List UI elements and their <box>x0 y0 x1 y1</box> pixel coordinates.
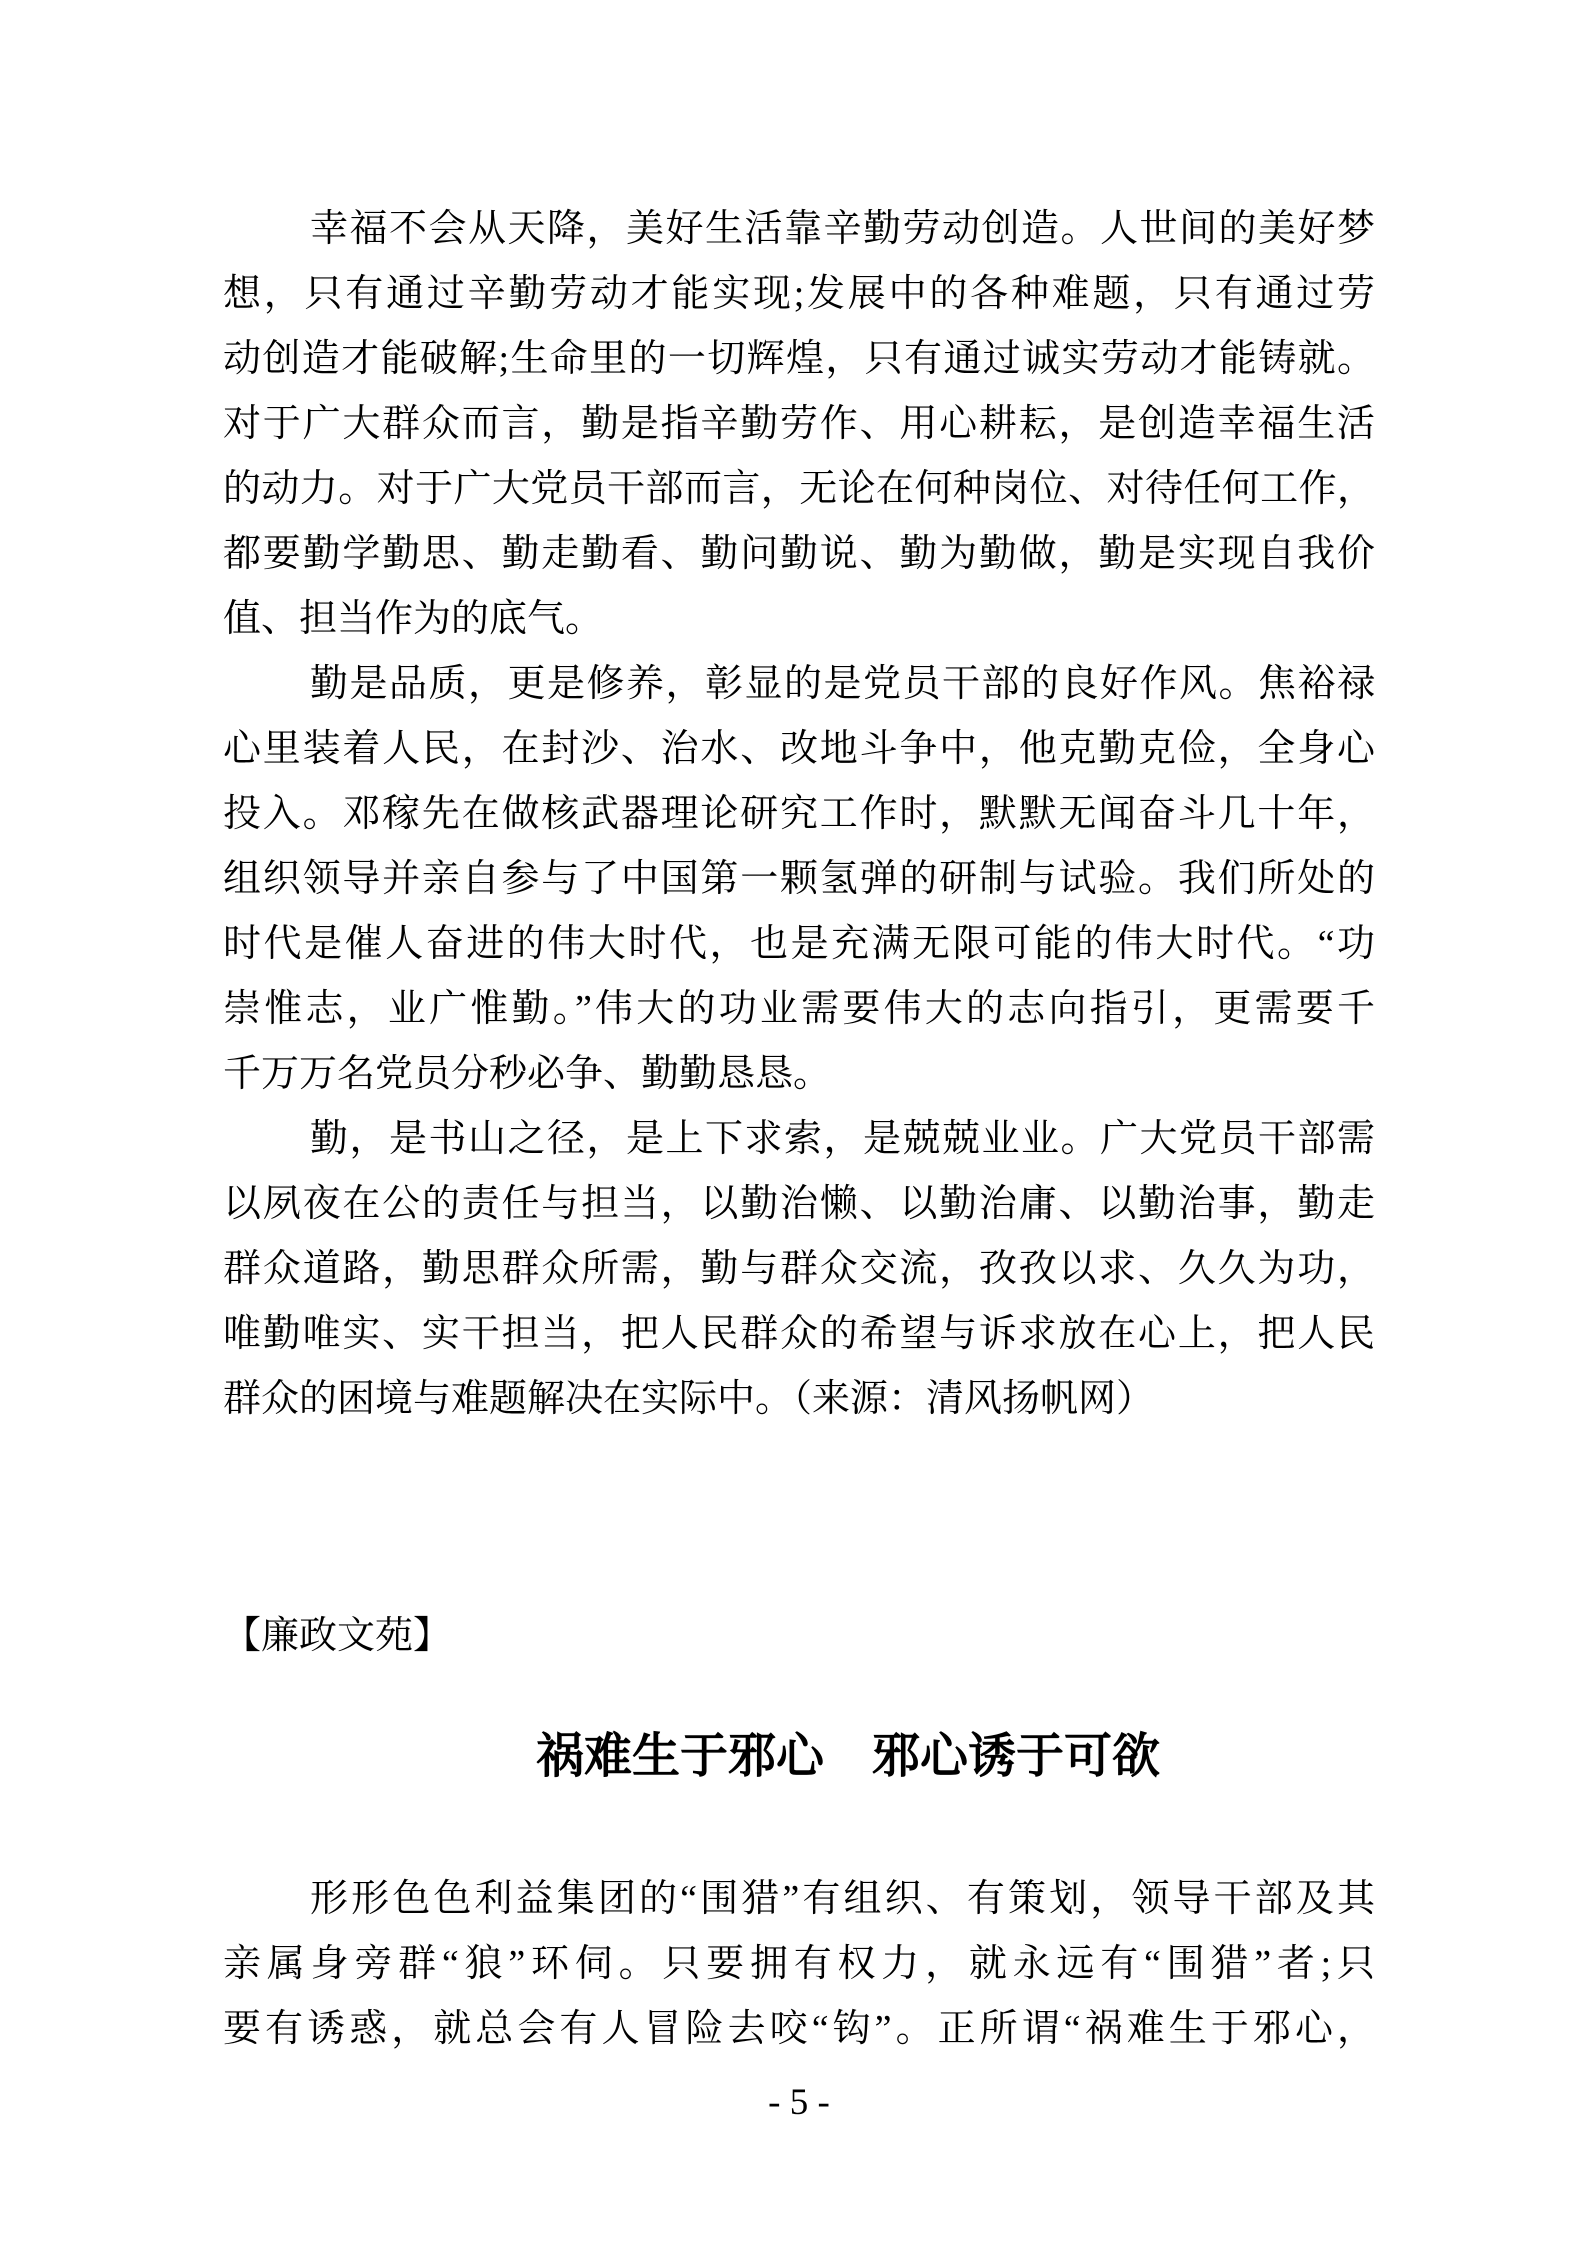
text-line: 想，只有通过辛勤劳动才能实现;发展中的各种难题，只有通过劳 <box>223 273 1375 315</box>
text-line: 组织领导并亲自参与了中国第一颗氢弹的研制与试验。我们所处的 <box>223 858 1375 900</box>
text-line: 唯勤唯实、实干担当，把人民群众的希望与诉求放在心上，把人民 <box>223 1313 1375 1355</box>
text-line: 时代是催人奋进的伟大时代，也是充满无限可能的伟大时代。“功 <box>223 923 1375 965</box>
text-line: 崇惟志，业广惟勤。”伟大的功业需要伟大的志向指引，更需要千 <box>223 988 1375 1030</box>
page-number: - 5 - <box>768 2082 830 2123</box>
article-title: 祸难生于邪心 邪心诱于可欲 <box>535 1730 1160 1783</box>
text-line: 都要勤学勤思、勤走勤看、勤问勤说、勤为勤做，勤是实现自我价 <box>223 533 1375 575</box>
text-line: 形形色色利益集团的“围猎”有组织、有策划，领导干部及其 <box>310 1878 1375 1920</box>
text-line: 心里装着人民，在封沙、治水、改地斗争中，他克勤克俭，全身心 <box>223 728 1375 770</box>
article-qin-body <box>223 0 1375 1432</box>
article-huonan-body <box>223 1867 1375 2062</box>
text-line: 幸福不会从天降，美好生活靠辛勤劳动创造。人世间的美好梦 <box>310 208 1375 250</box>
text-line: 群众道路，勤思群众所需，勤与群众交流，孜孜以求、久久为功， <box>223 1248 1375 1290</box>
text-line: 投入。邓稼先在做核武器理论研究工作时，默默无闻奋斗几十年， <box>223 793 1375 835</box>
text-line: 千万万名党员分秒必争、勤勤恳恳。 <box>223 1053 832 1095</box>
text-line: 对于广大群众而言，勤是指辛勤劳作、用心耕耘，是创造幸福生活 <box>223 403 1375 445</box>
section-header: 【廉政文苑】 <box>223 1615 452 1657</box>
text-line: 勤是品质，更是修养，彰显的是党员干部的良好作风。焦裕禄 <box>310 663 1375 705</box>
text-line: 以夙夜在公的责任与担当，以勤治懒、以勤治庸、以勤治事，勤走 <box>223 1183 1375 1225</box>
text-line: 亲属身旁群“狼”环伺。只要拥有权力，就永远有“围猎”者;只 <box>223 1943 1375 1985</box>
text-line: 要有诱惑，就总会有人冒险去咬“钩”。正所谓“祸难生于邪心， <box>223 2008 1375 2050</box>
text-line: 值、担当作为的底气。 <box>223 598 604 640</box>
text-line: 群众的困境与难题解决在实际中。（来源：清风扬帆网） <box>223 1378 1155 1420</box>
text-line: 动创造才能破解;生命里的一切辉煌，只有通过诚实劳动才能铸就。 <box>223 338 1375 380</box>
text-line: 的动力。对于广大党员干部而言，无论在何种岗位、对待任何工作， <box>223 468 1375 510</box>
text-line: 勤，是书山之径，是上下求索，是兢兢业业。广大党员干部需 <box>310 1118 1375 1160</box>
